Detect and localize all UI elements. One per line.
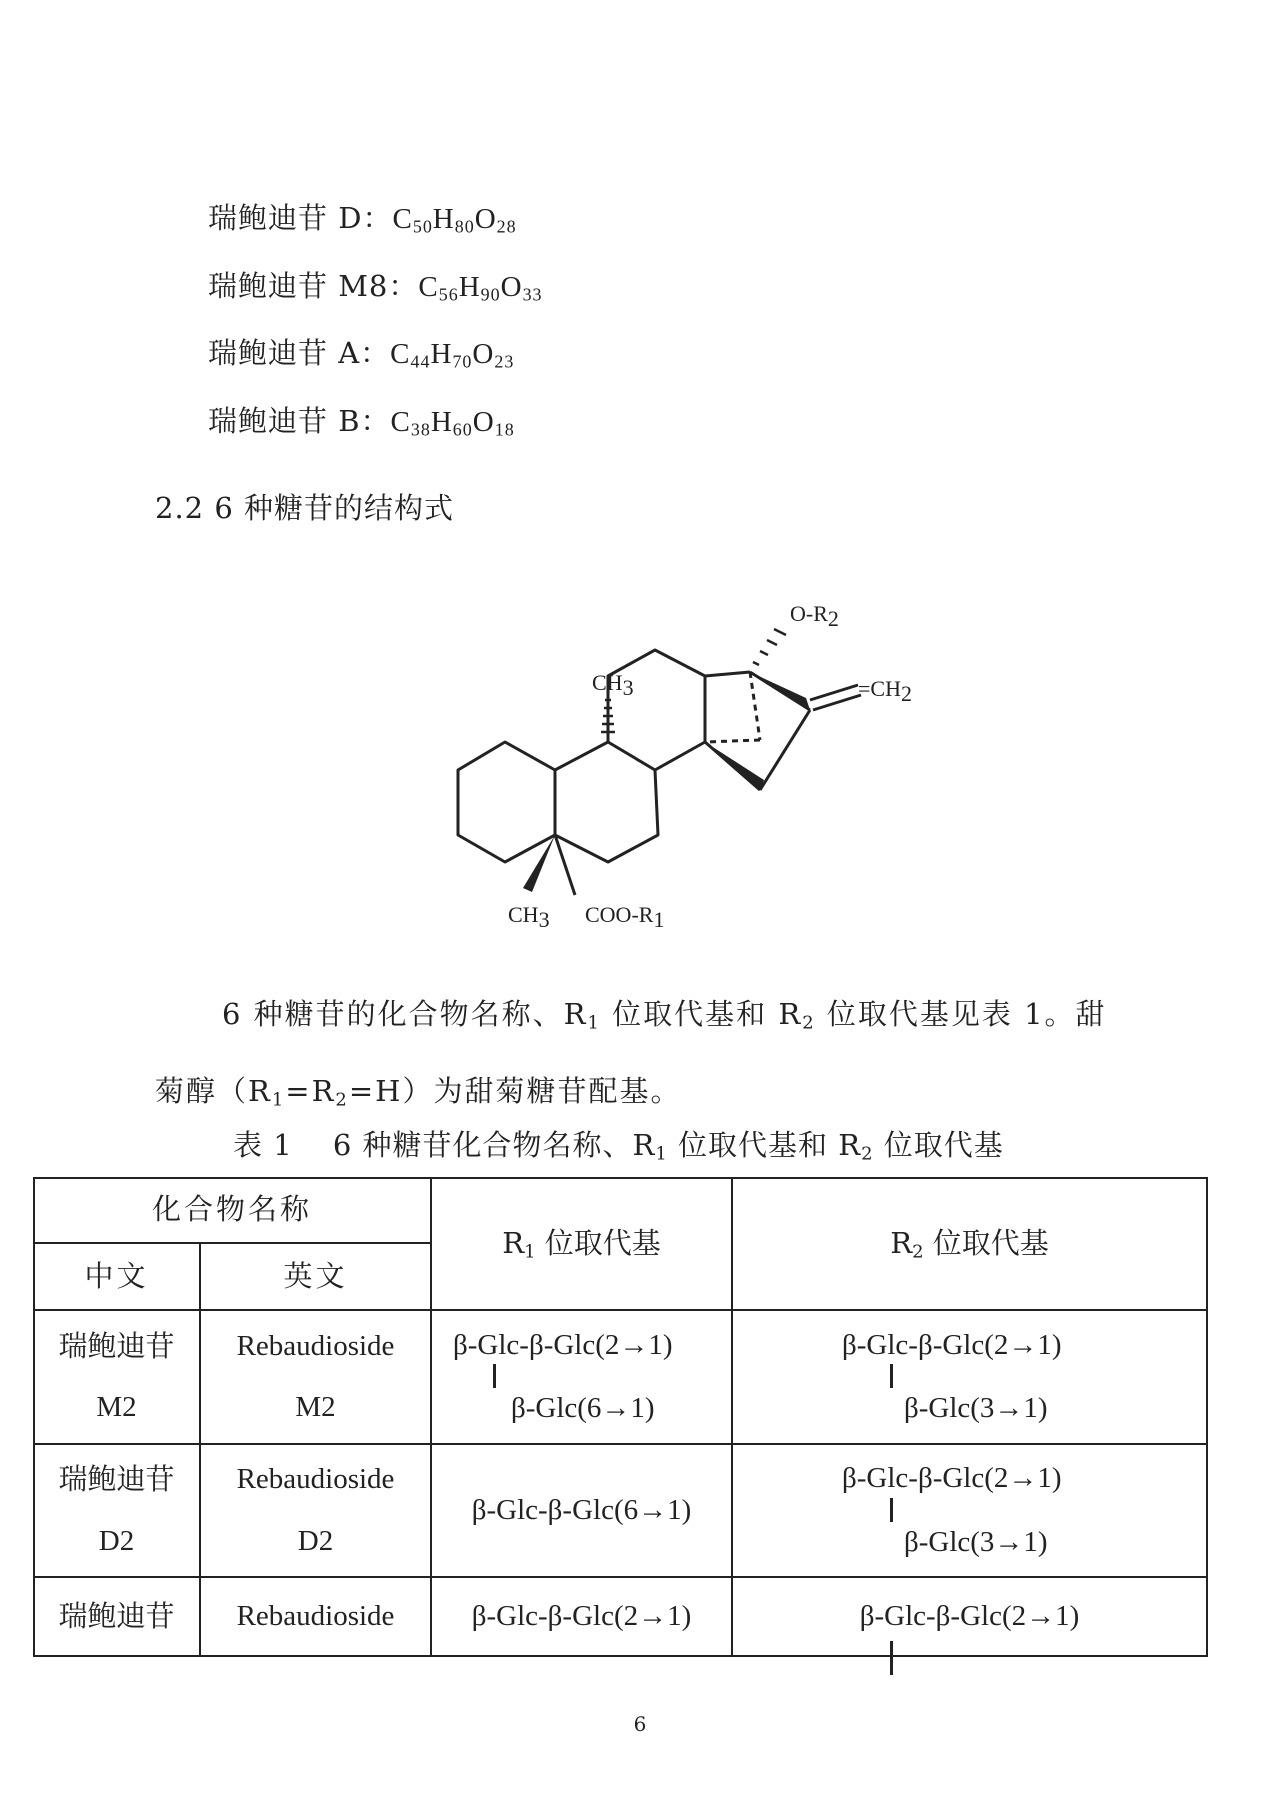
substituent-table <box>33 1177 1208 1657</box>
table-row-3-r1: β-Glc-β-Glc(2→1) <box>471 1599 692 1632</box>
formula-name: 瑞鲍迪苷 A： <box>208 336 391 370</box>
label-ch2: =CH2 <box>858 676 912 706</box>
header-compound-name: 化合物名称 <box>151 1192 312 1227</box>
page-number: 6 <box>633 1712 647 1736</box>
label-coo-r1: COO-R1 <box>585 902 665 932</box>
table-row-3-cn: 瑞鲍迪苷 <box>58 1598 175 1633</box>
formula-value: $C_{56}H_{90}O_{33}$ <box>418 271 543 305</box>
branch-bond <box>493 1364 496 1388</box>
formula-name: 瑞鲍迪苷 D： <box>208 201 393 235</box>
table-row-3-en: Rebaudioside <box>236 1599 395 1632</box>
header-r2: $R_2$ 位取代基 <box>890 1226 1049 1263</box>
r2-branch: β-Glc(3→1) <box>903 1525 1048 1558</box>
formula-name: 瑞鲍迪苷 B： <box>208 404 391 438</box>
formula-name: 瑞鲍迪苷 M8： <box>208 269 419 303</box>
ring-b <box>555 742 658 862</box>
table-row-2-r2 <box>732 1444 1207 1577</box>
table-row-1-r1 <box>431 1310 732 1444</box>
branch-bond <box>890 1498 893 1522</box>
table-row-2-r1: β-Glc-β-Glc(6→1) <box>471 1493 692 1526</box>
label-ch3-top: CH3 <box>592 670 634 700</box>
table-row-1-r2 <box>732 1310 1207 1444</box>
formula-value: $C_{44}H_{70}O_{23}$ <box>390 338 515 372</box>
r2-branch: β-Glc(3→1) <box>903 1392 1048 1424</box>
header-r1: $R_1$ 位取代基 <box>502 1226 661 1263</box>
label-ch3-bottom: CH3 <box>508 902 550 932</box>
table-row-1-en: Rebaudioside M2 <box>236 1329 395 1423</box>
formula-value: $C_{50}H_{80}O_{28}$ <box>392 203 517 237</box>
table-row-1-cn: 瑞鲍迪苷 M2 <box>58 1328 175 1423</box>
header-chinese: 中文 <box>84 1258 149 1293</box>
r1-branch: β-Glc(6→1) <box>510 1392 655 1424</box>
formula-value: $C_{38}H_{60}O_{18}$ <box>390 406 515 440</box>
table-row-2-cn: 瑞鲍迪苷 D2 <box>58 1462 175 1557</box>
header-english: 英文 <box>283 1258 348 1293</box>
ring-a <box>458 742 555 862</box>
r2-main-chain: β-Glc-β-Glc(2→1) <box>842 1328 1062 1361</box>
branch-bond-continued <box>890 1641 893 1675</box>
table-caption: 表 1 6 种糖苷化合物名称、$R_1$ 位取代基和 $R_2$ 位取代基 <box>233 1128 1004 1165</box>
r2-main-chain: β-Glc-β-Glc(2→1) <box>842 1462 1062 1495</box>
r1-main-chain: β-Glc-β-Glc(2→1) <box>453 1328 673 1361</box>
body-paragraph <box>155 980 1107 1135</box>
table-row-2-en: Rebaudioside D2 <box>236 1463 395 1557</box>
paragraph-line-2: 菊醇$(R_1=R_2=H)$为甜菊糖苷配基。 <box>155 1074 682 1111</box>
wedge-c8 <box>705 742 764 790</box>
section-heading: 2.2 6 种糖苷的结构式 <box>155 491 455 525</box>
paragraph-line-1: 6 种糖苷的化合物名称、$R_1$ 位取代基和 $R_2$ 位取代基见表 1。甜 <box>222 997 1107 1034</box>
table-row-3-r2: β-Glc-β-Glc(2→1) <box>859 1599 1080 1632</box>
branch-bond <box>890 1364 893 1388</box>
label-o-r2: O-R2 <box>790 601 839 631</box>
